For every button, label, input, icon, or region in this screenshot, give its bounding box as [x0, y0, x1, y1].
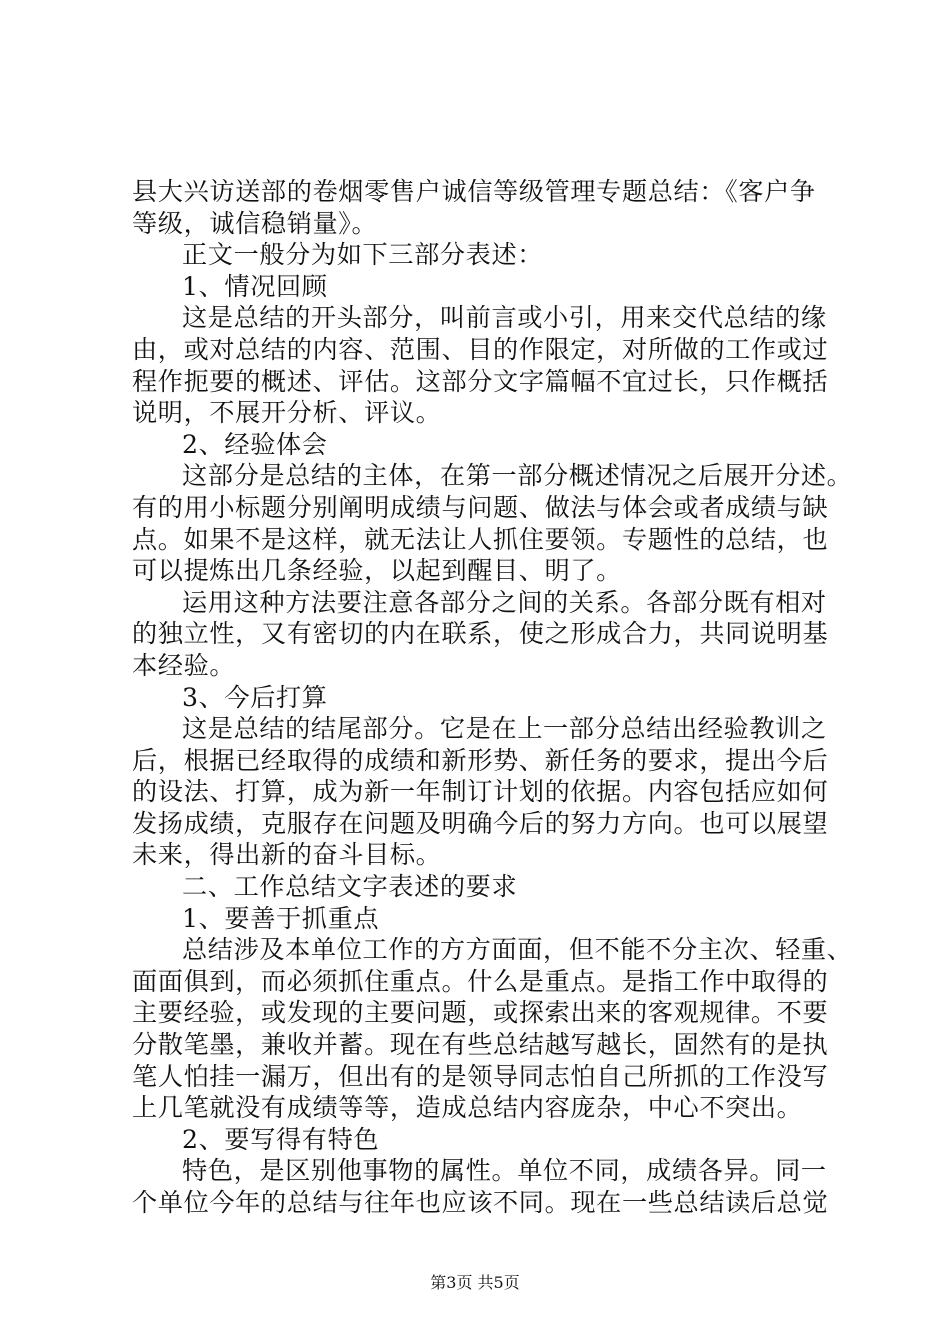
- text-line: 2、要写得有特色: [182, 1124, 380, 1154]
- text-line: 1、要善于抓重点: [182, 903, 380, 933]
- text-line: 总结涉及本单位工作的方方面面，但不能不分主次、轻重、: [182, 935, 853, 965]
- text-line: 本经验。: [132, 650, 236, 680]
- text-line: 后，根据已经取得的成绩和新形势、新任务的要求，提出今后: [132, 745, 829, 775]
- text-line: 有的用小标题分别阐明成绩与问题、做法与体会或者成绩与缺: [132, 492, 829, 522]
- text-line: 可以提炼出几条经验，以起到醒目、明了。: [132, 556, 622, 586]
- text-line: 主要经验，或发现的主要问题，或探索出来的客观规律。不要: [132, 998, 829, 1028]
- text-line: 3、今后打算: [182, 682, 328, 712]
- text-line: 程作扼要的概述、评估。这部分文字篇幅不宜过长，只作概括: [132, 366, 829, 396]
- text-line: 上几笔就没有成绩等等，造成总结内容庞杂，中心不突出。: [132, 1093, 803, 1123]
- text-line: 正文一般分为如下三部分表述：: [182, 240, 544, 270]
- page-footer: 第3页 共5页: [430, 1273, 520, 1292]
- text-line: 个单位今年的总结与往年也应该不同。现在一些总结读后总觉: [132, 1188, 829, 1217]
- text-line: 特色，是区别他事物的属性。单位不同，成绩各异。同一: [182, 1156, 827, 1186]
- text-line: 笔人怕挂一漏万，但出有的是领导同志怕自己所抓的工作没写: [132, 1061, 829, 1091]
- text-line: 运用这种方法要注意各部分之间的关系。各部分既有相对: [182, 587, 827, 617]
- text-line: 这是总结的开头部分，叫前言或小引，用来交代总结的缘: [182, 303, 827, 333]
- text-line: 这是总结的结尾部分。它是在上一部分总结出经验教训之: [182, 714, 827, 744]
- text-line: 等级，诚信稳销量》。: [132, 208, 378, 238]
- text-line: 2、经验体会: [182, 429, 328, 459]
- text-line: 分散笔墨，兼收并蓄。现在有些总结越写越长，固然有的是执: [132, 1030, 829, 1060]
- text-line: 面面俱到，而必须抓住重点。什么是重点。是指工作中取得的: [132, 966, 829, 996]
- text-line: 发扬成绩，克服存在问题及明确今后的努力方向。也可以展望: [132, 808, 829, 838]
- text-line: 的设法、打算，成为新一年制订计划的依据。内容包括应如何: [132, 777, 829, 807]
- text-line: 说明，不展开分析、评议。: [132, 398, 442, 428]
- document-body: [132, 176, 853, 1219]
- text-line: 未来，得出新的奋斗目标。: [132, 840, 442, 870]
- text-line: 这部分是总结的主体，在第一部分概述情况之后展开分述。: [182, 461, 853, 491]
- text-line: 二、工作总结文字表述的要求: [182, 872, 518, 902]
- text-line: 县大兴访送部的卷烟零售户诚信等级管理专题总结：《客户争: [132, 177, 816, 206]
- text-line: 的独立性，又有密切的内在联系，使之形成合力，共同说明基: [132, 619, 829, 649]
- text-line: 1、情况回顾: [182, 271, 328, 301]
- text-line: 点。如果不是这样，就无法让人抓住要领。专题性的总结，也: [132, 524, 829, 554]
- text-line: 由，或对总结的内容、范围、目的作限定，对所做的工作或过: [132, 334, 829, 364]
